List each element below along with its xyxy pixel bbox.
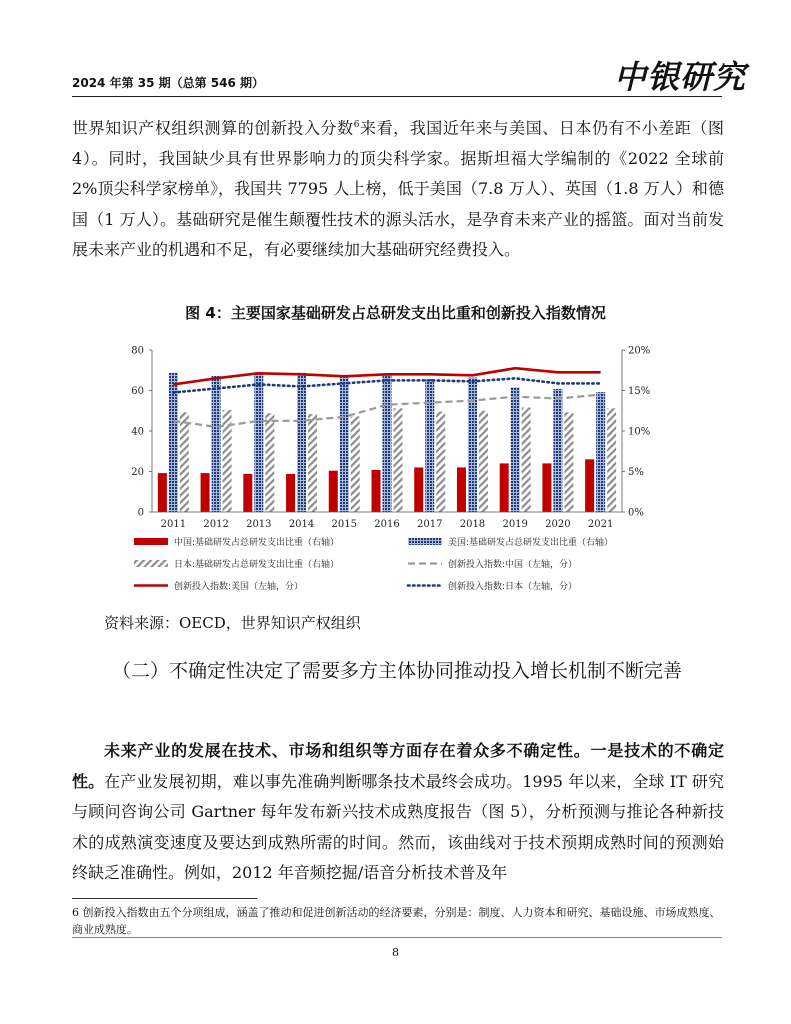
left-tick-label: 80: [131, 345, 144, 357]
china-bar: [286, 474, 295, 512]
left-tick-label: 40: [131, 426, 144, 438]
issue-number: 2024 年第 35 期（总第 546 期）: [72, 76, 265, 90]
right-tick-label: 0%: [628, 507, 644, 519]
x-tick-label: 2021: [587, 519, 614, 530]
left-tick-label: 60: [131, 386, 144, 397]
chart: [100, 334, 680, 602]
japan-bar: [351, 416, 360, 512]
x-tick-label: 2011: [160, 519, 187, 530]
right-tick-label: 10%: [628, 426, 651, 438]
page-bottom-divider: [72, 937, 722, 938]
boc-research-logo: 中银研究: [614, 58, 747, 96]
china-bar: [329, 471, 338, 512]
header-divider: [72, 96, 722, 97]
right-tick-label: 5%: [628, 467, 644, 478]
legend-swatch: [134, 538, 168, 545]
legend-label: 中国:基础研发占总研发支出比重（右轴）: [174, 538, 340, 548]
china-bar: [542, 463, 551, 512]
footnote-divider: [72, 898, 257, 899]
usa-bar: [340, 375, 349, 512]
usa-bar: [383, 375, 392, 512]
x-tick-label: 2020: [545, 519, 571, 530]
usa-bar: [596, 392, 605, 512]
china-bar: [500, 463, 509, 512]
china-bar: [201, 473, 210, 512]
japan-bar: [564, 412, 573, 512]
x-tick-label: 2015: [331, 519, 357, 530]
x-tick-label: 2012: [203, 519, 229, 530]
x-tick-label: 2019: [502, 519, 528, 530]
usa-bar: [553, 389, 562, 512]
x-tick-label: 2013: [246, 519, 272, 530]
x-tick-label: 2016: [374, 519, 400, 530]
page-number: 8: [392, 946, 399, 959]
paragraph-2: 未来产业的发展在技术、市场和组织等方面存在着众多不确定性。一是技术的不确定性。在产业发展初期，难以事先准确判断哪条技术最终会成功。1995 年以来，全球 IT 研究与顾问咨询公司 Gartner 每年发布新兴技术成熟度报告（图 5），分析预测与推论各种新技术的成熟演变速度及要达到成熟所需的时间。然而，该曲线对于技术预期成熟时间的预测始终缺乏准确性。例如，2012 年音频挖掘/语音分析技术普及年: [72, 741, 724, 882]
japan-bar: [308, 414, 317, 512]
figure-title: 图 4：主要国家基础研发占总研发支出比重和创新投入指数情况: [185, 304, 606, 322]
legend-label: 创新投入指数:中国（左轴，分）: [448, 560, 578, 570]
legend-label: 创新投入指数:日本（左轴，分）: [448, 582, 578, 592]
usa-bar: [297, 373, 306, 512]
left-tick-label: 0: [137, 507, 144, 519]
paragraph-2-lead: 未来产业的发展在技术、市场和组织等方面存在着众多不确定性。一是技术的不确定性。: [72, 741, 724, 791]
right-tick-label: 20%: [628, 345, 651, 357]
china-bar: [414, 467, 423, 512]
left-tick-label: 20: [131, 467, 144, 478]
japan-bar: [607, 408, 616, 512]
china-bar: [243, 474, 252, 512]
china-bar: [372, 470, 381, 512]
section-title: （二）不确定性决定了需要多方主体协同推动投入增长机制不断完善: [112, 660, 683, 682]
x-tick-label: 2017: [417, 519, 443, 530]
usa-bar: [212, 376, 221, 512]
right-tick-label: 15%: [628, 386, 651, 397]
legend-label: 创新投入指数:美国（左轴，分）: [174, 582, 304, 592]
china-bar: [585, 459, 594, 512]
legend-swatch: [408, 538, 442, 545]
japan-bar: [265, 413, 274, 512]
usa-bar: [468, 378, 477, 512]
japan-bar: [394, 408, 403, 512]
legend-label: 美国:基础研发占总研发支出比重（右轴）: [448, 538, 614, 548]
usa-bar: [511, 387, 520, 512]
china-bar: [457, 467, 466, 512]
x-tick-label: 2018: [459, 519, 486, 530]
figure-source: 资料来源：OECD，世界知识产权组织: [104, 614, 361, 632]
legend-label: 日本:基础研发占总研发支出比重（右轴）: [174, 560, 340, 570]
legend-swatch: [134, 560, 168, 567]
usa-bar: [425, 379, 434, 512]
china-bar: [158, 473, 167, 512]
japan-bar: [180, 412, 189, 512]
usa-bar: [254, 372, 263, 512]
x-tick-label: 2014: [288, 519, 315, 530]
japan-bar: [522, 408, 531, 512]
footnote: 6 创新投入指数由五个分项组成，涵盖了推动和促进创新活动的经济要素，分别是：制度、人力资本和研究、基础设施、市场成熟度、商业成熟度。: [72, 906, 721, 936]
japan-bar: [479, 411, 488, 512]
japan-bar: [436, 412, 445, 512]
paragraph-1: 世界知识产权组织测算的创新投入分数$^6$来看，我国近年来与美国、日本仍有不小差距（图 4）。同时，我国缺少具有世界影响力的顶尖科学家。据斯坦福大学编制的《2022 全球前 2%顶尖科学家榜单》，我国共 7795 人上榜，低于美国（7.8 万人）、英国（1.8 万人）和德国（1 万人）。基础研究是催生颠覆性技术的源头活水，是孕育未来产业的摇篮。面对当前发展未来产业的机遇和不足，有必要继续加大基础研究经费投入。: [72, 118, 724, 260]
footnote-ref[interactable]: 6: [353, 120, 360, 130]
